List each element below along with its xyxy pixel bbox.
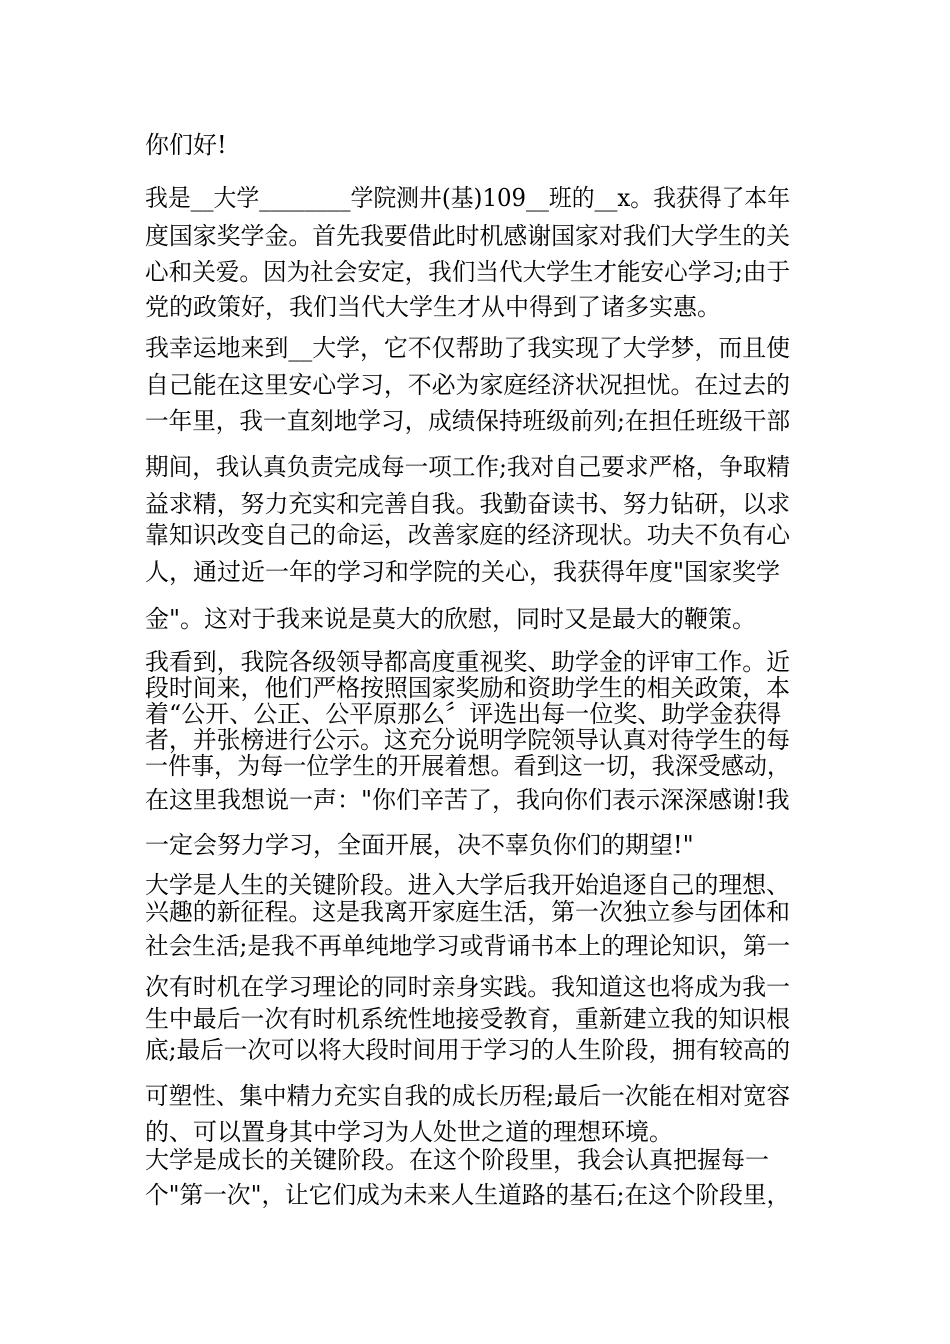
paragraph-line: 自己能在这里安心学习，不必为家庭经济状况担忧。在过去的 bbox=[145, 371, 790, 399]
paragraph-line: 可塑性、集中精力充实自我的成长历程;最后一次能在相对宽容 bbox=[145, 1082, 791, 1110]
paragraph-line: 的、可以置身其中学习为人处世之道的理想环境。 bbox=[145, 1118, 673, 1146]
paragraph-line: 大学是人生的关键阶段。进入大学后我开始追逐自己的理想、 bbox=[145, 871, 790, 899]
paragraph-line: 党的政策好，我们当代大学生才从中得到了诸多实惠。 bbox=[145, 293, 721, 321]
paragraph-line: 一件事，为每一位学生的开展着想。看到这一切，我深受感动， bbox=[145, 752, 790, 780]
paragraph-line: 社会生活;是我不再单纯地学习或背诵书本上的理论知识，第一 bbox=[145, 932, 791, 960]
paragraph-line: 在这里我想说一声："你们辛苦了，我向你们表示深深感谢!我 bbox=[145, 786, 790, 814]
paragraph-line: 一定会努力学习，全面开展，决不辜负你们的期望!" bbox=[145, 831, 694, 859]
paragraph-line: 益求精，努力充实和完善自我。我勤奋读书、努力钻研，以求 bbox=[145, 490, 790, 518]
paragraph-line: 度国家奖学金。首先我要借此时机感谢国家对我们大学生的关 bbox=[145, 222, 790, 250]
paragraph-line: 兴趣的新征程。这是我离开家庭生活，第一次独立参与团体和 bbox=[145, 898, 790, 926]
greeting-line: 你们好! bbox=[145, 131, 227, 159]
paragraph-line: 金"。这对于我来说是莫大的欣慰，同时又是最大的鞭策。 bbox=[145, 605, 757, 633]
paragraph-line: 大学是成长的关键阶段。在这个阶段里，我会认真把握每一 bbox=[145, 1146, 769, 1174]
paragraph-line: 者，并张榜进行公示。这充分说明学院领导认真对待学生的每 bbox=[145, 726, 790, 754]
paragraph-line: 底;最后一次可以将大段时间用于学习的人生阶段，拥有较高的 bbox=[145, 1036, 791, 1064]
paragraph-line: 个"第一次"，让它们成为未来人生道路的基石;在这个阶段里， bbox=[145, 1181, 791, 1209]
paragraph-line: 生中最后一次有时机系统性地接受教育，重新建立我的知识根 bbox=[145, 1005, 790, 1033]
paragraph-line: 我是__大学________学院测井(基)109__班的__x。我获得了本年 bbox=[145, 184, 791, 212]
paragraph-line: 靠知识改变自己的命运，改善家庭的经济现状。功夫不负有心 bbox=[145, 521, 790, 549]
paragraph-line: 人，通过近一年的学习和学院的关心，我获得年度"国家奖学 bbox=[145, 558, 781, 586]
paragraph-line: 段时间来，他们严格按照国家奖励和资助学生的相关政策，本 bbox=[145, 674, 790, 702]
paragraph-line: 一年里，我一直刻地学习，成绩保持班级前列;在担任班级干部 bbox=[145, 407, 791, 435]
paragraph-line: 我看到，我院各级领导都高度重视奖、助学金的评审工作。近 bbox=[145, 648, 790, 676]
paragraph-line: 期间，我认真负责完成每一项工作;我对自己要求严格，争取精 bbox=[145, 453, 791, 481]
paragraph-line: 次有时机在学习理论的同时亲身实践。我知道这也将成为我一 bbox=[145, 973, 790, 1001]
paragraph-line: 心和关爱。因为社会安定，我们当代大学生才能安心学习;由于 bbox=[145, 258, 791, 286]
paragraph-line: 我幸运地来到__大学，它不仅帮助了我实现了大学梦，而且使 bbox=[145, 334, 790, 362]
paragraph-line: 着“公开、公正、公平原那么〞评选出每一位奖、助学金获得 bbox=[145, 700, 782, 728]
